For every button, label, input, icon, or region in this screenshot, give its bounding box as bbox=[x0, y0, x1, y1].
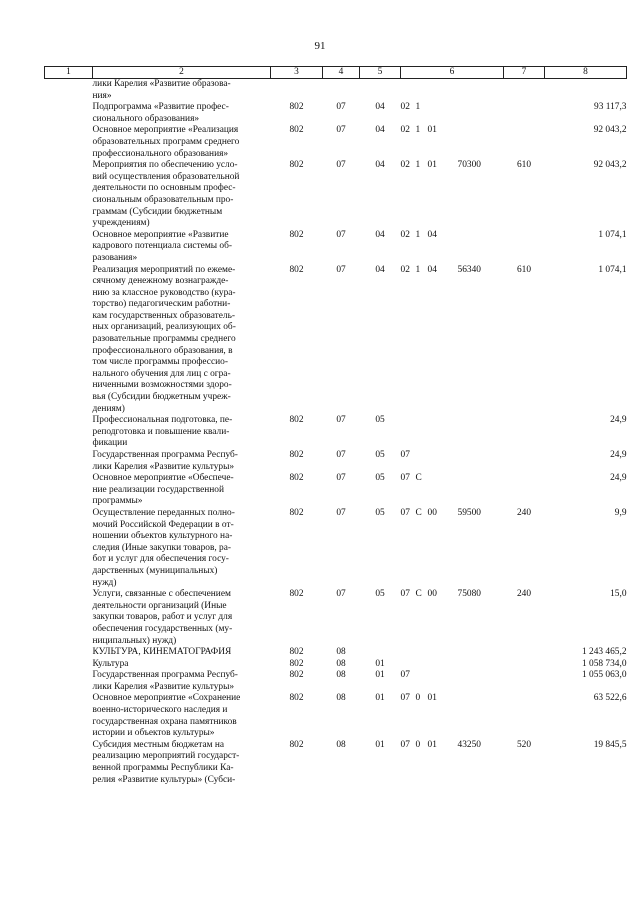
row-code-5: 04 bbox=[375, 264, 385, 275]
row-code-6b: 1 bbox=[415, 102, 421, 113]
table-row bbox=[45, 508, 627, 589]
row-code-6c bbox=[428, 659, 458, 671]
row-amount: 1 243 465,2 bbox=[581, 647, 627, 658]
row-code-3 bbox=[271, 79, 323, 103]
row-description: Профессиональная подготовка, пе- реподготовка и повышение квали- фикации bbox=[92, 415, 233, 449]
row-code-6b bbox=[416, 659, 428, 671]
row-amount: 92 043,2 bbox=[593, 125, 627, 136]
row-code-6c bbox=[428, 102, 458, 125]
header-col-2: 2 bbox=[93, 67, 271, 79]
row-code-6a bbox=[401, 79, 416, 103]
table-row bbox=[45, 647, 627, 659]
row-code-7 bbox=[504, 230, 545, 265]
row-empty-cell bbox=[45, 670, 93, 693]
row-code-6a: 02 bbox=[400, 264, 410, 275]
row-code-5: 05 bbox=[375, 473, 385, 484]
table-row bbox=[45, 230, 627, 265]
row-code-6c bbox=[428, 79, 458, 103]
row-description: Культура bbox=[92, 658, 129, 669]
row-empty-cell bbox=[45, 160, 93, 230]
row-amount: 93 117,3 bbox=[594, 102, 627, 113]
header-row bbox=[45, 67, 627, 79]
row-code-6a: 07 bbox=[400, 507, 410, 518]
row-code-6a: 02 bbox=[400, 229, 410, 240]
row-code-3: 802 bbox=[289, 473, 304, 484]
row-code-6b bbox=[416, 79, 428, 103]
row-code-3: 802 bbox=[289, 229, 304, 240]
row-code-7: 610 bbox=[516, 264, 532, 275]
row-code-6c: 01 bbox=[427, 160, 437, 171]
table-row bbox=[45, 740, 627, 786]
row-code-6d bbox=[458, 659, 504, 671]
row-code-4: 08 bbox=[336, 693, 346, 704]
row-empty-cell bbox=[45, 508, 93, 589]
header-col-8: 8 bbox=[545, 67, 627, 79]
row-amount: 24,9 bbox=[610, 473, 627, 484]
row-description: Государственная программа Респуб- лики Карелия «Развитие культуры» bbox=[92, 450, 238, 472]
row-code-6c bbox=[428, 415, 458, 450]
row-code-5: 04 bbox=[375, 125, 385, 136]
row-amount: 92 043,2 bbox=[593, 160, 627, 171]
row-empty-cell bbox=[45, 450, 93, 473]
row-amount: 1 058 734,0 bbox=[581, 658, 627, 669]
row-code-4: 07 bbox=[336, 473, 346, 484]
row-code-7 bbox=[504, 670, 545, 693]
row-amount: 1 074,1 bbox=[598, 264, 627, 275]
row-code-5 bbox=[360, 79, 401, 103]
row-description: Подпрограмма «Развитие профес- сионального образования» bbox=[92, 102, 229, 124]
budget-table bbox=[44, 66, 627, 786]
row-amount bbox=[545, 79, 627, 103]
row-code-6b: 1 bbox=[415, 160, 421, 171]
row-code-6a: 07 bbox=[400, 589, 410, 600]
row-code-6c bbox=[428, 647, 458, 659]
row-code-3: 802 bbox=[289, 739, 304, 750]
row-code-7: 610 bbox=[516, 160, 532, 171]
row-empty-cell bbox=[45, 230, 93, 265]
row-code-3: 802 bbox=[289, 670, 304, 681]
table-row bbox=[45, 693, 627, 739]
row-code-6b: С bbox=[415, 589, 422, 600]
row-empty-cell bbox=[45, 740, 93, 786]
row-code-6a bbox=[401, 415, 416, 450]
row-code-5: 05 bbox=[375, 450, 385, 460]
row-code-7: 240 bbox=[516, 589, 532, 600]
row-code-6d bbox=[458, 230, 504, 265]
row-code-6c bbox=[428, 450, 458, 473]
row-code-5 bbox=[360, 647, 401, 659]
row-code-7 bbox=[504, 79, 545, 103]
row-code-6c: 00 bbox=[427, 507, 437, 518]
row-code-4: 08 bbox=[336, 670, 346, 681]
table-row bbox=[45, 473, 627, 508]
row-code-7 bbox=[504, 125, 545, 160]
table-row bbox=[45, 670, 627, 693]
row-code-4: 08 bbox=[336, 739, 346, 750]
row-code-6a: 02 bbox=[400, 102, 410, 113]
table-row bbox=[45, 589, 627, 647]
row-amount: 9,9 bbox=[614, 507, 627, 518]
row-description: Субсидия местным бюджетам на реализацию мероприятий государст- венной программы Республики Ка- релия «Развитие культуры» (Субси- bbox=[92, 739, 240, 785]
row-code-3: 802 bbox=[289, 450, 304, 460]
row-code-6a: 07 bbox=[400, 450, 410, 460]
row-code-6a bbox=[401, 647, 416, 659]
row-code-3: 802 bbox=[289, 125, 304, 136]
row-code-3: 802 bbox=[289, 102, 304, 113]
row-code-7 bbox=[504, 647, 545, 659]
row-code-6d: 56340 bbox=[457, 264, 481, 275]
row-code-7 bbox=[504, 450, 545, 473]
row-code-4: 07 bbox=[336, 589, 346, 600]
row-description: Осуществление переданных полно- мочий Российской Федерации в от- ношении объектов культурного на- следия (Иные закупки товаров, ра- бот и услуг для обеспечения госу- дарственных (муниципальных) нужд) bbox=[92, 507, 235, 588]
row-code-3: 802 bbox=[289, 507, 304, 518]
row-code-6a: 07 bbox=[400, 693, 410, 704]
header-col-4: 4 bbox=[323, 67, 360, 79]
table-row bbox=[45, 102, 627, 125]
row-code-6a: 07 bbox=[400, 739, 410, 750]
row-code-6c: 01 bbox=[427, 739, 437, 750]
row-code-6a bbox=[401, 659, 416, 671]
row-empty-cell bbox=[45, 693, 93, 739]
row-code-6d: 70300 bbox=[457, 160, 481, 171]
row-code-4: 08 bbox=[336, 647, 346, 658]
row-description: Основное мероприятие «Сохранение военно-исторического наследия и государственная охрана памятников истории и объектов культуры» bbox=[92, 693, 241, 739]
row-code-3: 802 bbox=[289, 415, 304, 426]
row-code-6b: 0 bbox=[415, 693, 421, 704]
row-description: Услуги, связанные с обеспечением деятельности организаций (Иные закупки товаров, работ и услуг для обеспечения государственных (му- ниципальных) нужд) bbox=[92, 589, 233, 646]
row-description: Основное мероприятие «Развитие кадрового потенциала системы об- разования» bbox=[92, 229, 232, 263]
row-description: Реализация мероприятий по ежеме- сячному денежному вознагражде- нию за классное руководство (кура- торство) педагогическим работни- кам государственных образователь- ных организаций, реализующих об- разовательные программы среднего профессионального образования, в том числе программы профессио- нального обучения для лиц с огра- ниченными возможностями здоро- вья (Субсидии бюджетным учреж- дениям) bbox=[92, 264, 236, 414]
row-code-6b bbox=[416, 450, 428, 473]
table-row bbox=[45, 659, 627, 671]
row-code-5: 04 bbox=[375, 102, 385, 113]
row-code-6d bbox=[458, 473, 504, 508]
row-code-7: 520 bbox=[516, 739, 532, 750]
table-row bbox=[45, 415, 627, 450]
row-code-4: 07 bbox=[336, 229, 346, 240]
row-code-6c: 01 bbox=[427, 693, 437, 704]
row-code-6b: 0 bbox=[415, 739, 421, 750]
row-code-6d bbox=[458, 450, 504, 473]
row-empty-cell bbox=[45, 659, 93, 671]
row-code-4 bbox=[323, 79, 360, 103]
row-empty-cell bbox=[45, 79, 93, 103]
table-row bbox=[45, 79, 627, 103]
row-code-5: 05 bbox=[375, 507, 385, 518]
row-code-4: 07 bbox=[336, 507, 346, 518]
row-code-6b: 1 bbox=[415, 125, 421, 136]
row-code-7 bbox=[504, 415, 545, 450]
row-empty-cell bbox=[45, 125, 93, 160]
row-code-5: 01 bbox=[375, 658, 385, 669]
row-amount: 19 845,5 bbox=[593, 739, 627, 750]
row-code-6d: 59500 bbox=[457, 507, 481, 518]
row-empty-cell bbox=[45, 415, 93, 450]
row-code-5: 01 bbox=[375, 693, 385, 704]
row-code-6d bbox=[458, 102, 504, 125]
table-row bbox=[45, 450, 627, 473]
row-code-7 bbox=[504, 693, 545, 739]
row-code-3: 802 bbox=[289, 693, 304, 704]
row-code-6c: 00 bbox=[427, 589, 437, 600]
row-code-3: 802 bbox=[289, 647, 304, 658]
row-description: Основное мероприятие «Обеспече- ние реализации государственной программы» bbox=[92, 473, 234, 507]
row-code-6d bbox=[458, 415, 504, 450]
row-code-6c: 04 bbox=[427, 229, 437, 240]
row-empty-cell bbox=[45, 473, 93, 508]
header-col-6: 6 bbox=[401, 67, 504, 79]
row-amount: 63 522,6 bbox=[593, 693, 627, 704]
row-amount: 15,0 bbox=[610, 589, 627, 600]
row-empty-cell bbox=[45, 265, 93, 416]
row-code-4: 07 bbox=[336, 415, 346, 426]
table-row bbox=[45, 160, 627, 230]
row-code-4: 07 bbox=[336, 160, 346, 171]
row-code-7: 240 bbox=[516, 507, 532, 518]
header-col-5: 5 bbox=[360, 67, 401, 79]
row-code-6b: 1 bbox=[415, 229, 421, 240]
row-code-7 bbox=[504, 659, 545, 671]
table-row bbox=[45, 125, 627, 160]
row-code-4: 07 bbox=[336, 264, 346, 275]
table-body bbox=[45, 79, 627, 787]
page-number: 91 bbox=[314, 40, 326, 52]
row-code-6b bbox=[416, 647, 428, 659]
row-code-3: 802 bbox=[289, 589, 304, 600]
header-col-7: 7 bbox=[504, 67, 545, 79]
row-code-7 bbox=[504, 473, 545, 508]
row-code-6a: 02 bbox=[400, 125, 410, 136]
row-code-6c: 01 bbox=[427, 125, 437, 136]
row-code-6a: 02 bbox=[400, 160, 410, 171]
row-code-3: 802 bbox=[289, 264, 304, 275]
row-code-6d: 43250 bbox=[457, 739, 481, 750]
header-col-1: 1 bbox=[45, 67, 93, 79]
row-code-6c bbox=[428, 670, 458, 693]
row-code-5: 01 bbox=[375, 739, 385, 750]
row-code-6a: 07 bbox=[400, 670, 410, 681]
row-code-4: 07 bbox=[336, 102, 346, 113]
row-code-3: 802 bbox=[289, 160, 304, 171]
row-code-6d bbox=[458, 79, 504, 103]
row-code-5: 01 bbox=[375, 670, 385, 681]
row-code-6d bbox=[458, 670, 504, 693]
row-code-6b bbox=[416, 415, 428, 450]
row-empty-cell bbox=[45, 647, 93, 659]
row-code-4: 08 bbox=[336, 658, 346, 669]
row-code-4: 07 bbox=[336, 125, 346, 136]
row-code-6c bbox=[428, 473, 458, 508]
row-code-4: 07 bbox=[336, 450, 346, 460]
row-description: Мероприятия по обеспечению усло- вий осуществления образовательной деятельности по основным профес- сиональным образовательным про- граммам (Субсидии бюджетным учреждениям) bbox=[92, 160, 240, 229]
row-code-6d bbox=[458, 647, 504, 659]
row-code-5: 04 bbox=[375, 229, 385, 240]
row-amount: 24,9 bbox=[610, 450, 627, 460]
row-code-5: 05 bbox=[375, 415, 385, 426]
row-code-6d bbox=[458, 125, 504, 160]
table-header bbox=[45, 67, 627, 79]
row-description: Основное мероприятие «Реализация образовательных программ среднего профессионального образования» bbox=[92, 125, 240, 159]
row-empty-cell bbox=[45, 102, 93, 125]
row-code-6d: 75080 bbox=[457, 589, 481, 600]
row-code-6b: 1 bbox=[415, 264, 421, 275]
row-amount: 1 074,1 bbox=[598, 229, 627, 240]
row-code-6a: 07 bbox=[400, 473, 410, 484]
row-amount: 1 055 063,0 bbox=[581, 670, 627, 681]
row-code-5: 04 bbox=[375, 160, 385, 171]
row-code-6d bbox=[458, 693, 504, 739]
row-code-7 bbox=[504, 102, 545, 125]
row-amount: 24,9 bbox=[610, 415, 627, 426]
row-code-6b: С bbox=[415, 507, 422, 518]
row-description: лики Карелия «Развитие образова- ния» bbox=[92, 79, 231, 101]
row-description: КУЛЬТУРА, КИНЕМАТОГРАФИЯ bbox=[92, 647, 232, 658]
row-code-6b bbox=[416, 670, 428, 693]
row-code-6c: 04 bbox=[427, 264, 437, 275]
row-code-3: 802 bbox=[289, 658, 304, 669]
row-code-6b: С bbox=[415, 473, 422, 484]
header-col-3: 3 bbox=[271, 67, 323, 79]
row-description: Государственная программа Респуб- лики Карелия «Развитие культуры» bbox=[92, 670, 238, 692]
row-code-5: 05 bbox=[375, 589, 385, 600]
table-row bbox=[45, 265, 627, 416]
row-empty-cell bbox=[45, 589, 93, 647]
